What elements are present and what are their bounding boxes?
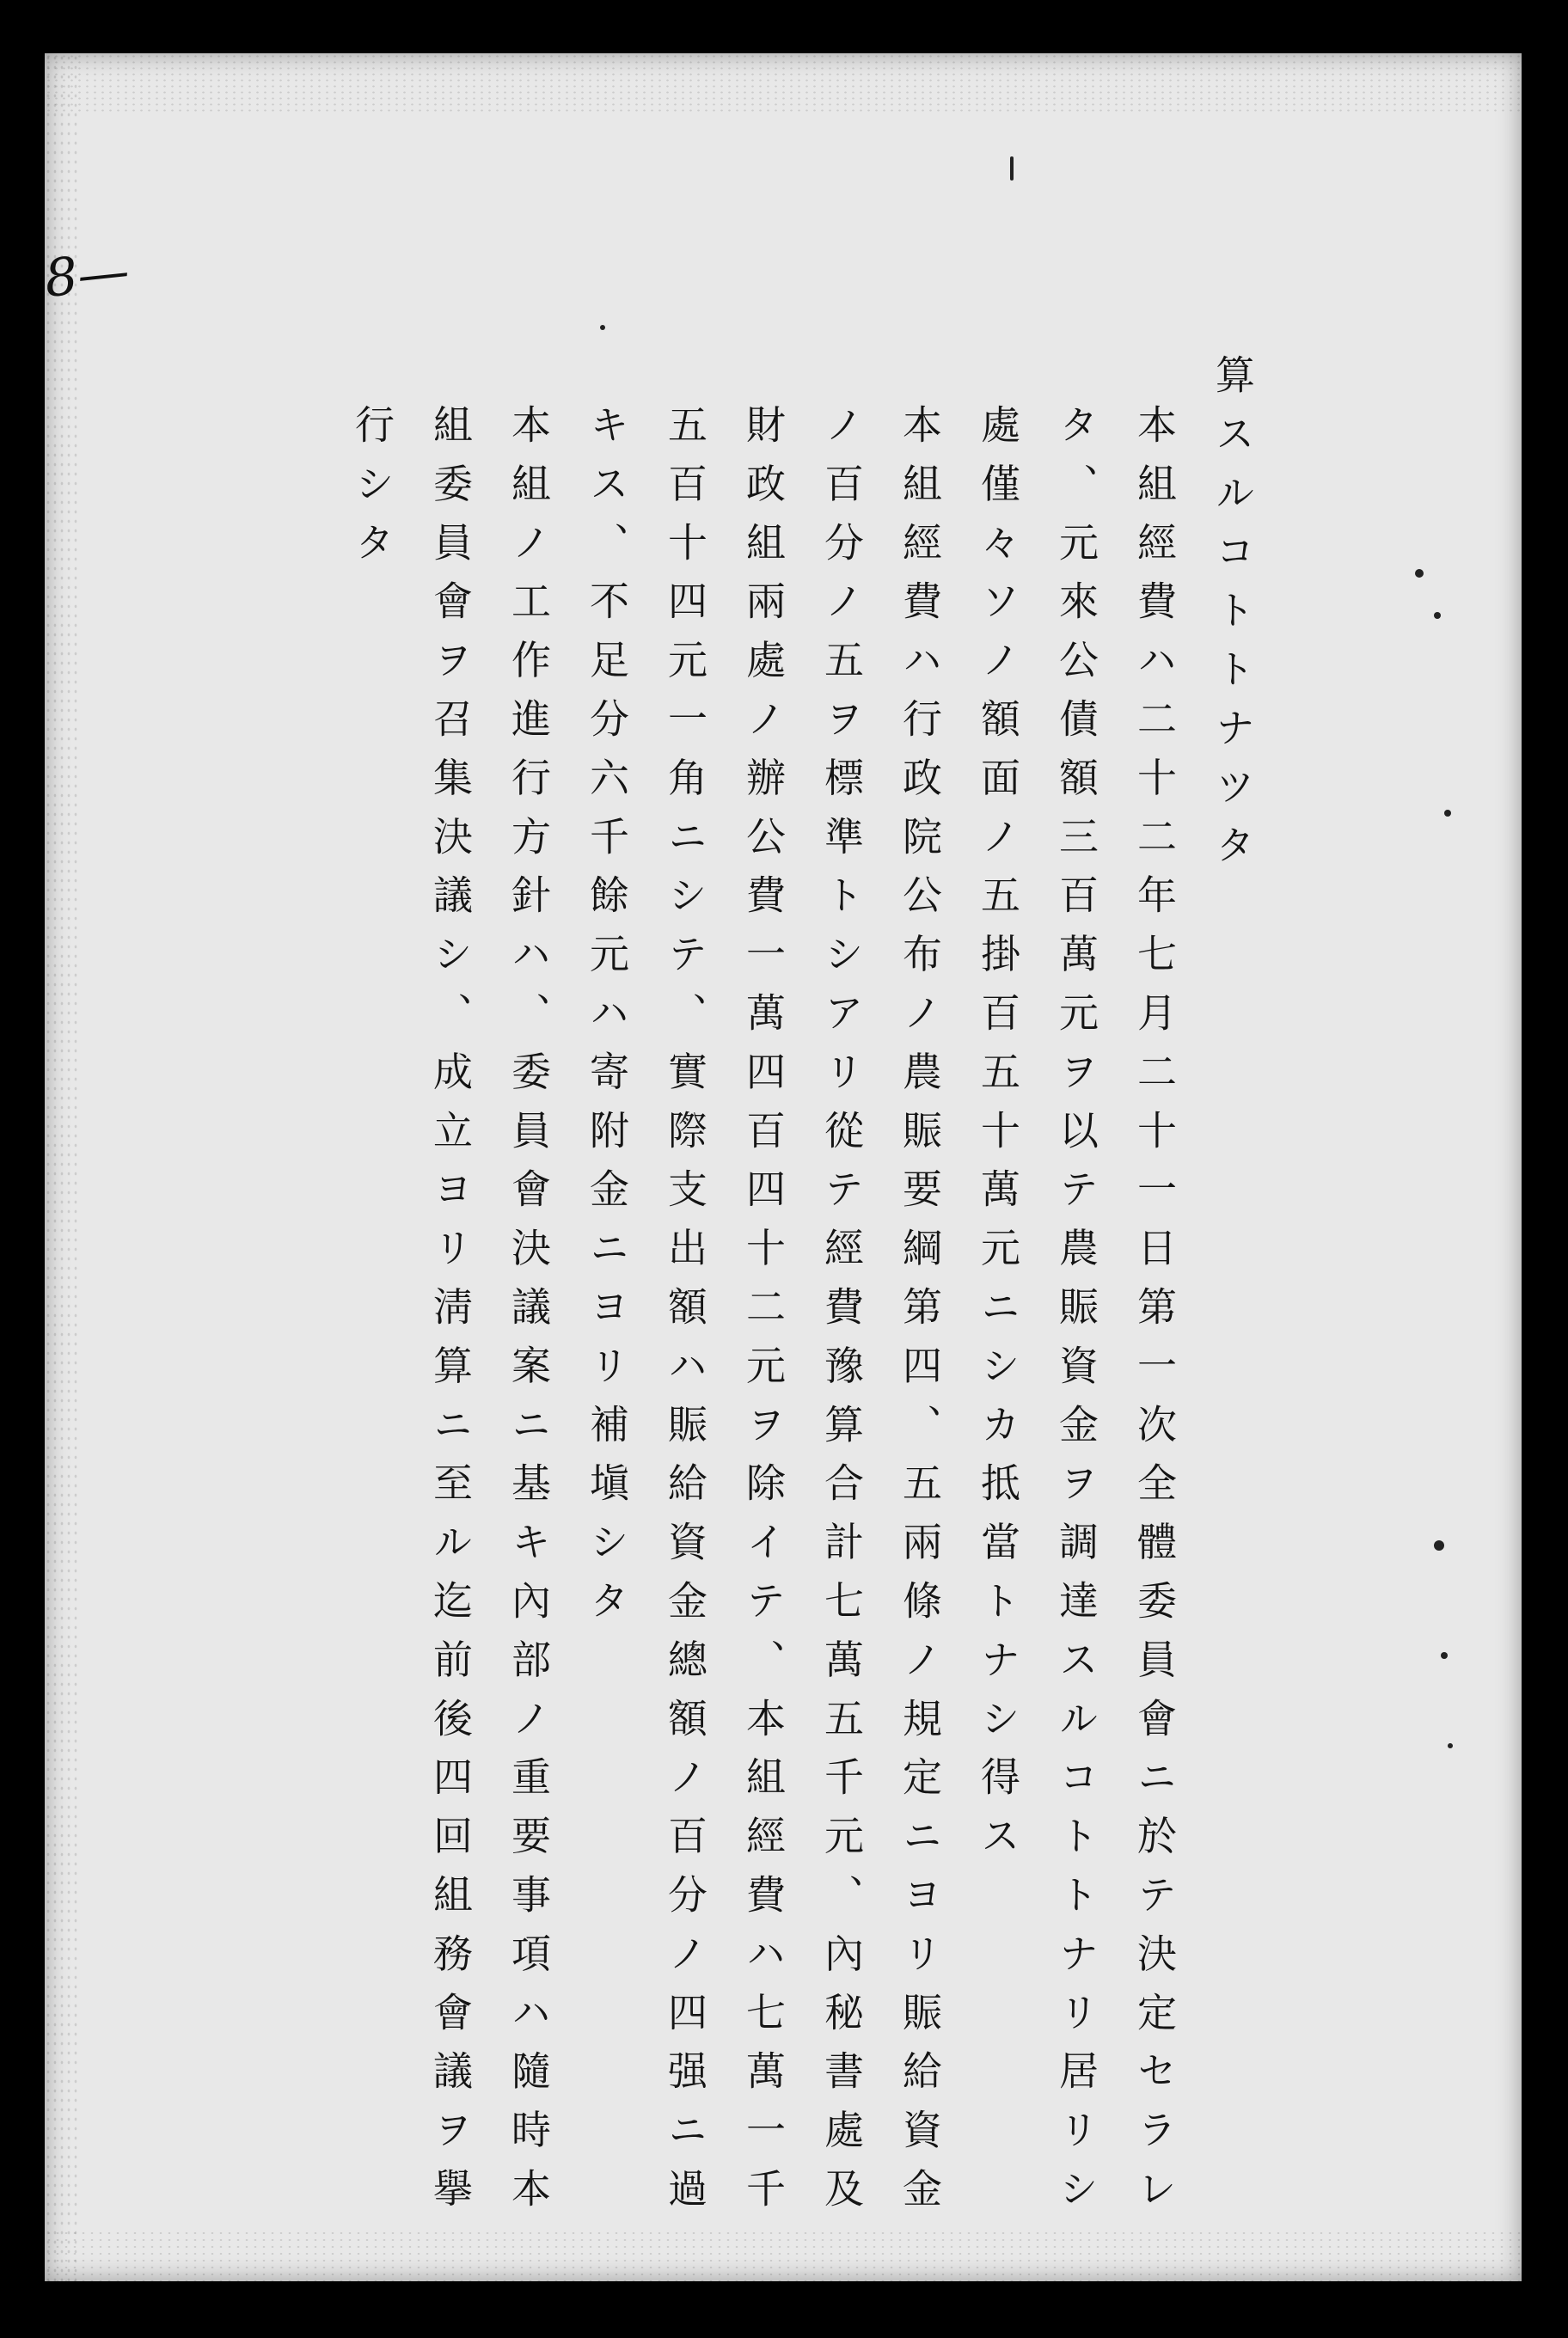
text-column-1: 算スルコトトナツタ xyxy=(1210,354,1256,884)
text-column-2: 本組經費ハ二十二年七月二十一日第一次全體委員會ニ於テ決定セラレ xyxy=(1131,404,1178,2227)
page-speckle-left xyxy=(45,53,81,2281)
page-speckle-top xyxy=(45,53,1522,113)
ink-dot xyxy=(1444,810,1451,817)
text-column-11: 組委員會ヲ召集決議シ、成立ヨリ淸算ニ至ル迄前後四回組務會議ヲ擧 xyxy=(427,404,474,2227)
ink-dot xyxy=(1434,1540,1444,1551)
page-mark xyxy=(1010,156,1014,181)
text-column-9: キス、不足分六千餘元ハ寄附金ニヨリ補塡シタ xyxy=(584,404,630,1639)
text-column-7: 財政組兩處ノ辦公費一萬四百四十二元ヲ除イテ、本組經費ハ七萬一千 xyxy=(740,404,787,2227)
text-column-4: 處僅々ソノ額面ノ五掛百五十萬元ニシカ抵當トナシ得ス xyxy=(975,404,1021,1874)
page-speckle-bottom xyxy=(45,2230,1522,2281)
handwritten-page-annotation: 8— xyxy=(41,241,132,309)
text-column-6: ノ百分ノ五ヲ標準トシアリ從テ經費豫算合計七萬五千元、內秘書處及 xyxy=(818,404,865,2227)
ink-dot xyxy=(1434,612,1441,619)
text-column-12: 行シタ xyxy=(349,404,395,581)
text-column-3: タ、元來公債額三百萬元ヲ以テ農賑資金ヲ調達スルコトトナリ居リシ xyxy=(1053,404,1099,2227)
text-column-5: 本組經費ハ行政院公布ノ農賑要綱第四、五兩條ノ規定ニヨリ賑給資金 xyxy=(897,404,943,2227)
ink-dot xyxy=(1448,1743,1453,1748)
ink-dot xyxy=(600,325,605,330)
ink-dot xyxy=(1441,1652,1448,1659)
ink-dot xyxy=(1415,569,1424,578)
text-column-10: 本組ノ工作進行方針ハ、委員會決議案ニ基キ內部ノ重要事項ハ隨時本 xyxy=(505,404,552,2227)
document-page xyxy=(41,53,1522,2281)
text-column-8: 五百十四元一角ニシテ、實際支出額ハ賑給資金總額ノ百分ノ四强ニ過 xyxy=(662,404,708,2227)
